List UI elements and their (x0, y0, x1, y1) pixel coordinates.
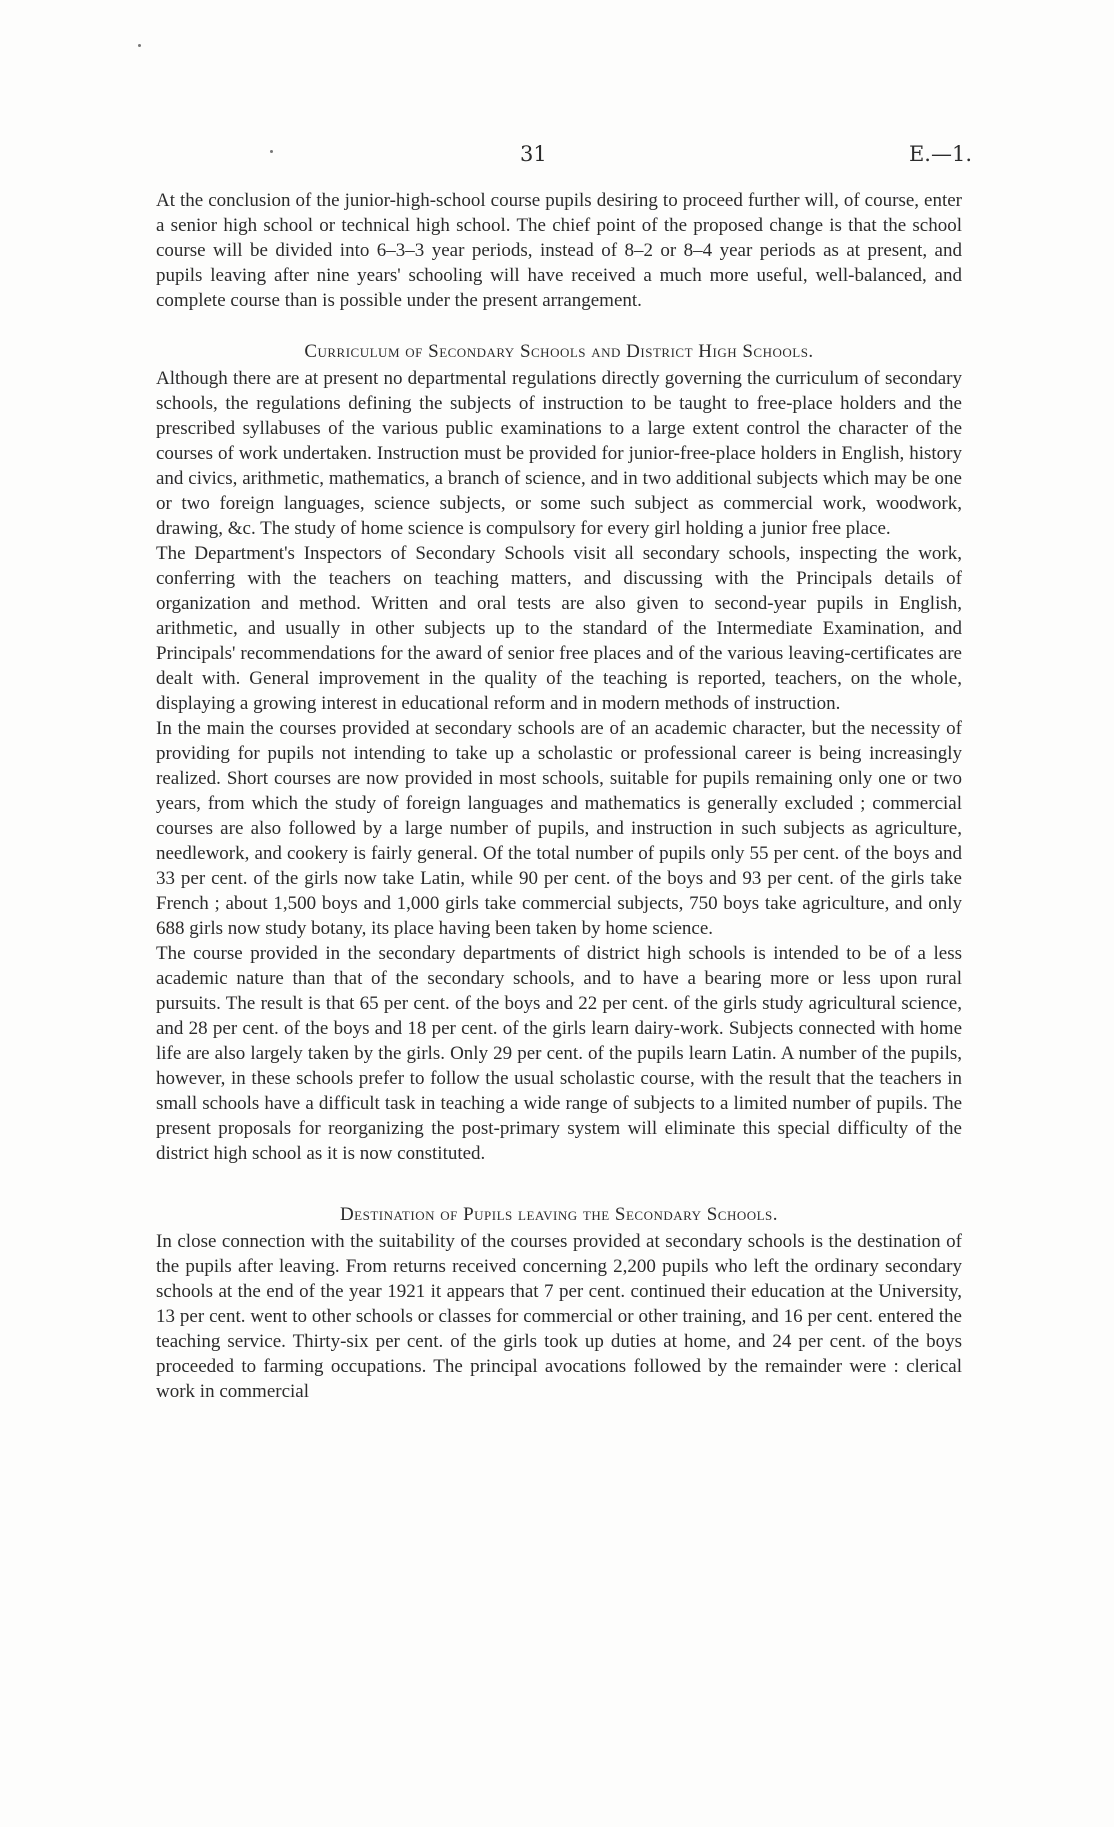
paragraph: The Department's Inspectors of Secondary Schools visit all secondary schools, inspecting the work, conferring with the teachers on teaching matters, and discussing with the Principals details of organization and method. Written and oral tests are also given to second-year pupils in English, arithmetic, and usually in other subjects up to the standard of the Intermediate Examination, and Principals' recommendations for the award of senior free places and of the various leaving-certificates are dealt with. General improvement in the quality of the teaching is reported, teachers, on the whole, displaying a growing interest in educational reform and in modern methods of instruction. (156, 543, 962, 714)
document-reference: E.—1. (908, 142, 972, 166)
intro-paragraph: At the conclusion of the junior-high-school course pupils desiring to proceed further will, of course, enter a senior high school or technical high school. The chief point of the proposed change is that the school course will be divided into 6–3–3 year periods, instead of 8–2 or 8–4 year periods as at present, and pupils leaving after nine years' schooling will have received a much more useful, well-balanced, and complete course than is possible under the present arrangement. (156, 190, 962, 311)
paragraph: In close connection with the suitability of the courses provided at secondary schools is the destination of the pupils after leaving. From returns received concerning 2,200 pupils who left the ordinary secondary schools at the end of the year 1921 it appears that 7 per cent. continued their education at the University, 13 per cent. went to other schools or classes for commercial or other training, and 16 per cent. entered the teaching service. Thirty-six per cent. of the girls took up duties at home, and 24 per cent. of the boys proceeded to farming occupations. The principal avocations followed by the remainder were : clerical work in commercial (156, 1231, 962, 1402)
paragraph: In the main the courses provided at secondary schools are of an academic character, but the necessity of providing for pupils not intending to take up a scholastic or professional career is being increasingly realized. Short courses are now provided in most schools, suitable for pupils remaining only one or two years, from which the study of foreign languages and mathematics is generally excluded ; commercial courses are also followed by a large number of pupils, and instruction in such subjects as agriculture, needlework, and cookery is fairly general. Of the total number of pupils only 55 per cent. of the boys and 33 per cent. of the girls now take Latin, while 90 per cent. of the boys and 93 per cent. of the girls take French ; about 1,500 boys and 1,000 girls take commercial subjects, 750 boys take agriculture, and only 688 girls now study botany, its place having been taken by home science. (156, 718, 962, 939)
section-heading-destination: Destination of Pupils leaving the Secondary Schools. (339, 1204, 779, 1225)
page-number: 31 (520, 142, 547, 166)
paragraph: Although there are at present no departmental regulations directly governing the curriculum of secondary schools, the regulations defining the subjects of instruction to be taught to free-place holders and the prescribed syllabuses of the various public examinations to a large extent control the character of the courses of work undertaken. Instruction must be provided for junior-free-place holders in English, history and civics, arithmetic, mathematics, a branch of science, and in two additional subjects which may be one or two foreign languages, science subjects, or some such subject as commercial work, woodwork, drawing, &c. The study of home science is compulsory for every girl holding a junior free place. (156, 368, 962, 539)
paragraph: The course provided in the secondary departments of district high schools is intended to be of a less academic nature than that of the secondary schools, and to have a bearing more or less upon rural pursuits. The result is that 65 per cent. of the boys and 22 per cent. of the girls study agricultural science, and 28 per cent. of the boys and 18 per cent. of the girls learn dairy-work. Subjects connected with home life are also largely taken by the girls. Only 29 per cent. of the pupils learn Latin. A number of the pupils, however, in these schools prefer to follow the usual scholastic course, with the result that the teachers in small schools have a difficult task in teaching a wide range of subjects to a limited number of pupils. The present proposals for reorganizing the post-primary system will eliminate this special difficulty of the district high school as it is now constituted. (156, 943, 962, 1164)
section-heading-curriculum: Curriculum of Secondary Schools and District High Schools. (304, 341, 814, 362)
body-text (156, 188, 962, 1404)
scan-speck (138, 44, 141, 47)
page-header (0, 142, 1114, 172)
